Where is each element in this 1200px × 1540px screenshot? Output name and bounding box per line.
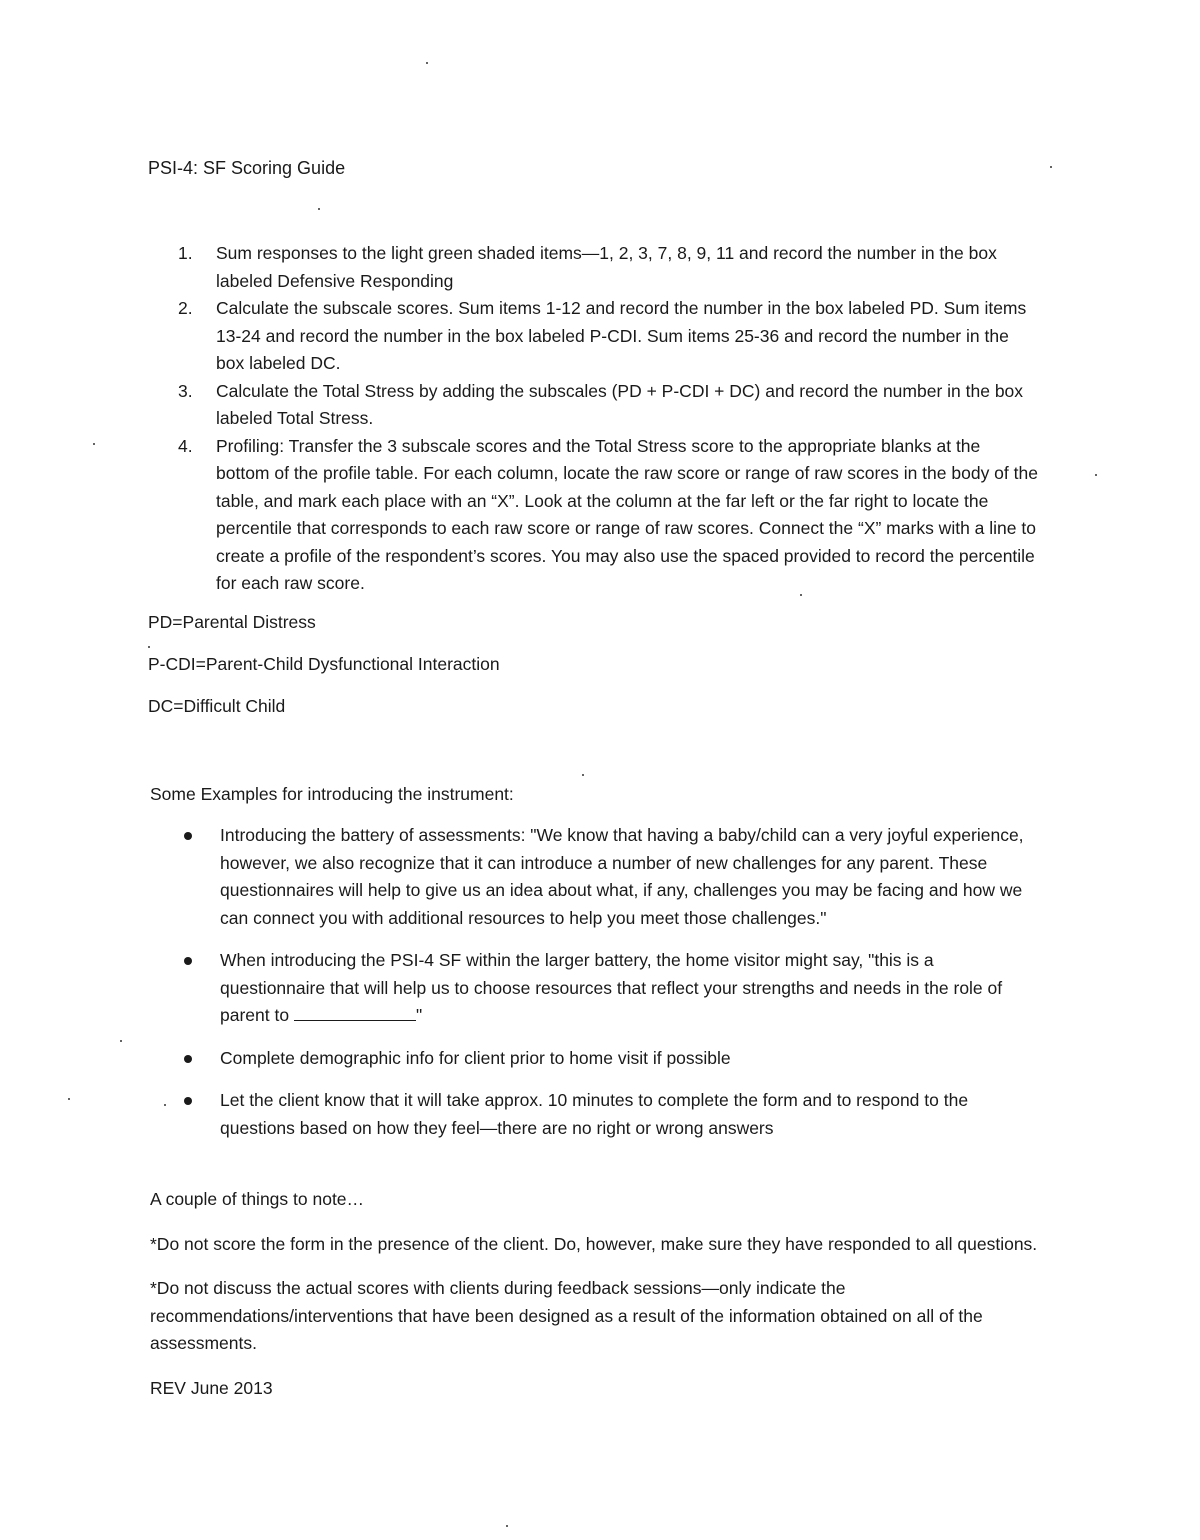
page-title: PSI-4: SF Scoring Guide (148, 158, 346, 178)
step-number: 4. (178, 435, 193, 456)
scoring-step (148, 240, 1038, 295)
notes-section (150, 1186, 1040, 1419)
revision-date: REV June 2013 (150, 1377, 273, 1398)
step-number: 2. (178, 298, 193, 318)
scan-speck (506, 1525, 508, 1527)
example-text: Let the client know that it will take approx. 10 minutes to complete the form and to respond to the questions based on how they feel—there are no right or wrong answers (220, 1090, 969, 1138)
step-text: Sum responses to the light green shaded items—1, 2, 3, 7, 8, 9, 11 and record the number in the box labeled Defensive Responding (216, 243, 997, 291)
step-text: Calculate the subscale scores. Sum items 1-12 and record the number in the box labeled PD. Sum items 13-24 and record the number in the box labeled P-CDI. Sum items 25-36 and record the number in the box labeled DC. (216, 298, 1027, 373)
scan-speck (1050, 166, 1052, 168)
bullet-icon (184, 832, 192, 840)
scan-speck (582, 774, 584, 776)
examples-heading: Some Examples for introducing the instrument: (150, 784, 514, 804)
notes-heading: A couple of things to note… (150, 1189, 365, 1209)
fill-in-blank (294, 1004, 416, 1021)
definition-p-cdi: P-CDI=Parent-Child Dysfunctional Interaction (148, 654, 500, 674)
scan-speck (68, 1098, 70, 1100)
step-number: 3. (178, 380, 193, 401)
definition-pd: PD=Parental Distress (148, 612, 316, 632)
example-text: Introducing the battery of assessments: "We know that having a baby/child can a very joyful experience, however, we also recognize that it can introduce a number of new challenges for any parent. These questionnaires will help to give us an idea about what, if any, challenges you may be facing and how we can connect you with additional resources to help you meet those challenges." (220, 825, 1024, 928)
definition-dc: DC=Difficult Child (148, 696, 286, 716)
scan-speck (93, 443, 95, 445)
examples-list (150, 822, 1040, 1157)
bullet-icon (184, 1055, 192, 1063)
step-number: 1. (178, 243, 193, 263)
abbreviation-definitions (148, 611, 1048, 737)
step-text: Calculate the Total Stress by adding the subscales (PD + P-CDI + DC) and record the number in the box labeled Total Stress. (216, 380, 1024, 428)
example-text: When introducing the PSI-4 SF within the larger battery, the home visitor might say, "this is a questionnaire that will help us to choose resources that reflect your strengths and needs in the role of parent to (220, 950, 1003, 1025)
scan-speck (1095, 474, 1097, 476)
scan-speck (426, 62, 428, 64)
scoring-step (148, 378, 1038, 433)
example-item (150, 947, 1040, 1030)
scoring-step (148, 295, 1038, 378)
scan-speck (120, 1040, 122, 1042)
scoring-step (148, 433, 1038, 598)
bullet-icon (184, 957, 192, 965)
example-text: Complete demographic info for client prior to home visit if possible (220, 1047, 731, 1068)
bullet-icon (184, 1097, 192, 1105)
scan-speck (318, 208, 320, 210)
example-item (150, 822, 1040, 932)
example-item (150, 1087, 1040, 1142)
example-item (150, 1045, 1040, 1073)
scoring-steps-list (148, 240, 1038, 598)
closing-quote: " (415, 1005, 423, 1025)
note-item: *Do not score the form in the presence of the client. Do, however, make sure they have responded to all questions. (150, 1233, 1038, 1254)
note-item: *Do not discuss the actual scores with clients during feedback sessions—only indicate the recommendations/interventions that have been designed as a result of the information obtained on all of the assessments. (150, 1278, 983, 1353)
step-text: Profiling: Transfer the 3 subscale scores and the Total Stress score to the appropriate blanks at the bottom of the profile table. For each column, locate the raw score or range of raw scores in the body of the table, and mark each place with an “X”. Look at the column at the far left or the far right to locate the percentile that corresponds to each raw score or range of raw scores. Connect the “X” marks with a line to create a profile of the respondent’s scores. You may also use the spaced provided to record the percentile for each raw score. (216, 435, 1038, 593)
